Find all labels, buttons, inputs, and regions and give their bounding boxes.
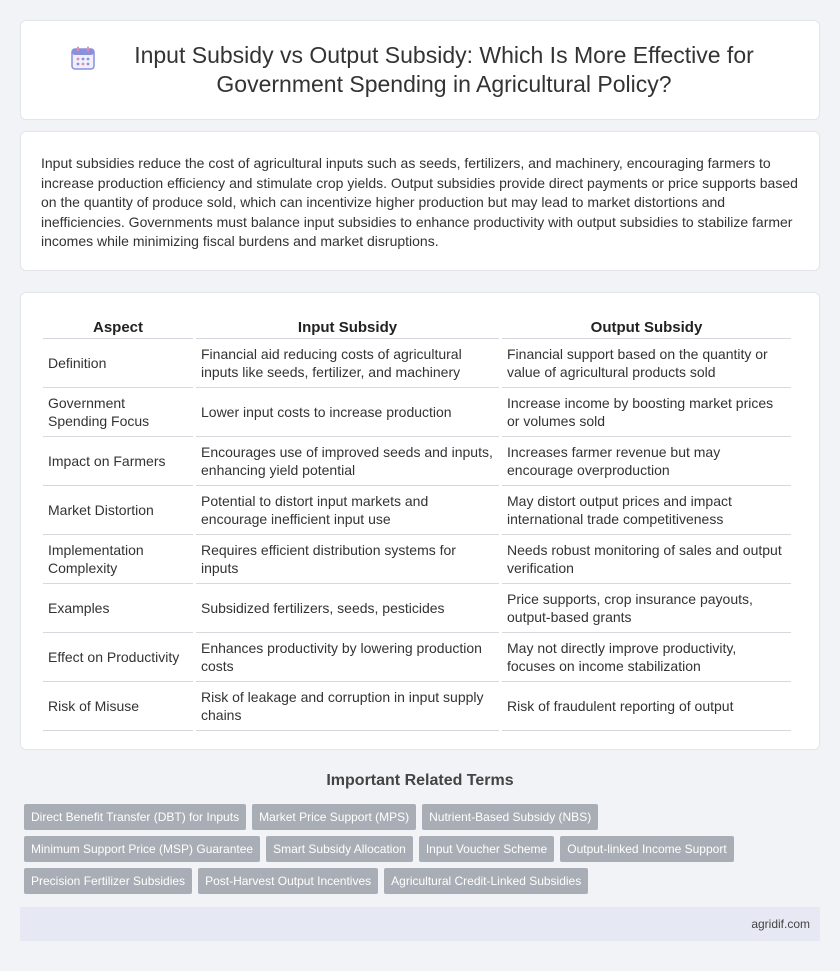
table-row bbox=[43, 339, 791, 388]
header-aspect: Aspect bbox=[43, 311, 193, 339]
output-cell: Increases farmer revenue but may encourage overproduction bbox=[502, 437, 791, 486]
table-row bbox=[43, 682, 791, 731]
related-term-tag[interactable]: Precision Fertilizer Subsidies bbox=[24, 868, 192, 894]
aspect-cell: Implementation Complexity bbox=[43, 535, 193, 584]
related-term-tag[interactable]: Minimum Support Price (MSP) Guarantee bbox=[24, 836, 260, 862]
table-row bbox=[43, 486, 791, 535]
input-cell: Subsidized fertilizers, seeds, pesticides bbox=[196, 584, 499, 633]
related-term-tag[interactable]: Smart Subsidy Allocation bbox=[266, 836, 413, 862]
comparison-table-card bbox=[20, 292, 820, 750]
comparison-table bbox=[40, 311, 794, 731]
related-term-tag[interactable]: Agricultural Credit-Linked Subsidies bbox=[384, 868, 588, 894]
aspect-cell: Government Spending Focus bbox=[43, 388, 193, 437]
table-row bbox=[43, 437, 791, 486]
input-cell: Lower input costs to increase production bbox=[196, 388, 499, 437]
intro-paragraph: Input subsidies reduce the cost of agricultural inputs such as seeds, fertilizers, and machinery, encouraging farmers to increase production efficiency and stimulate crop yields. Output subsidies provide direct payments or price supports based on the quantity of produce sold, which can incentivize higher production but may lead to market distortions and inefficiencies. Governments must balance input subsidies to enhance productivity with output subsidies to stabilize farmer incomes while minimizing fiscal burdens and market disruptions. bbox=[41, 155, 798, 250]
input-cell: Potential to distort input markets and encourage inefficient input use bbox=[196, 486, 499, 535]
output-cell: Financial support based on the quantity or value of agricultural products sold bbox=[502, 339, 791, 388]
input-cell: Risk of leakage and corruption in input supply chains bbox=[196, 682, 499, 731]
intro-card bbox=[20, 131, 820, 271]
footer bbox=[20, 907, 820, 941]
related-terms-heading: Important Related Terms bbox=[326, 772, 514, 789]
title-card bbox=[20, 20, 820, 120]
input-cell: Enhances productivity by lowering production costs bbox=[196, 633, 499, 682]
related-term-tag[interactable]: Output-linked Income Support bbox=[560, 836, 733, 862]
calendar-icon bbox=[70, 45, 96, 71]
aspect-cell: Effect on Productivity bbox=[43, 633, 193, 682]
tag-row bbox=[24, 804, 814, 830]
site-name[interactable]: agridif.com bbox=[751, 917, 810, 931]
output-cell: Risk of fraudulent reporting of output bbox=[502, 682, 791, 731]
related-term-tag[interactable]: Input Voucher Scheme bbox=[419, 836, 554, 862]
aspect-cell: Definition bbox=[43, 339, 193, 388]
output-cell: Price supports, crop insurance payouts, output-based grants bbox=[502, 584, 791, 633]
table-row bbox=[43, 388, 791, 437]
page-title: Input Subsidy vs Output Subsidy: Which Is More Effective for Government Spending in Agricultural Policy? bbox=[134, 42, 754, 97]
aspect-cell: Examples bbox=[43, 584, 193, 633]
table-header-row bbox=[43, 311, 791, 339]
table-row bbox=[43, 633, 791, 682]
aspect-cell: Market Distortion bbox=[43, 486, 193, 535]
output-cell: Increase income by boosting market prices or volumes sold bbox=[502, 388, 791, 437]
related-term-tag[interactable]: Market Price Support (MPS) bbox=[252, 804, 416, 830]
output-cell: Needs robust monitoring of sales and output verification bbox=[502, 535, 791, 584]
output-cell: May distort output prices and impact international trade competitiveness bbox=[502, 486, 791, 535]
tag-row bbox=[24, 836, 814, 862]
related-term-tag[interactable]: Nutrient-Based Subsidy (NBS) bbox=[422, 804, 598, 830]
header-output-subsidy: Output Subsidy bbox=[502, 311, 791, 339]
aspect-cell: Risk of Misuse bbox=[43, 682, 193, 731]
table-row bbox=[43, 584, 791, 633]
header-input-subsidy: Input Subsidy bbox=[196, 311, 499, 339]
input-cell: Financial aid reducing costs of agricultural inputs like seeds, fertilizer, and machinery bbox=[196, 339, 499, 388]
output-cell: May not directly improve productivity, focuses on income stabilization bbox=[502, 633, 791, 682]
aspect-cell: Impact on Farmers bbox=[43, 437, 193, 486]
related-term-tag[interactable]: Direct Benefit Transfer (DBT) for Inputs bbox=[24, 804, 246, 830]
related-term-tag[interactable]: Post-Harvest Output Incentives bbox=[198, 868, 378, 894]
input-cell: Requires efficient distribution systems for inputs bbox=[196, 535, 499, 584]
related-terms-list bbox=[24, 804, 814, 900]
tag-row bbox=[24, 868, 814, 894]
table-row bbox=[43, 535, 791, 584]
input-cell: Encourages use of improved seeds and inputs, enhancing yield potential bbox=[196, 437, 499, 486]
